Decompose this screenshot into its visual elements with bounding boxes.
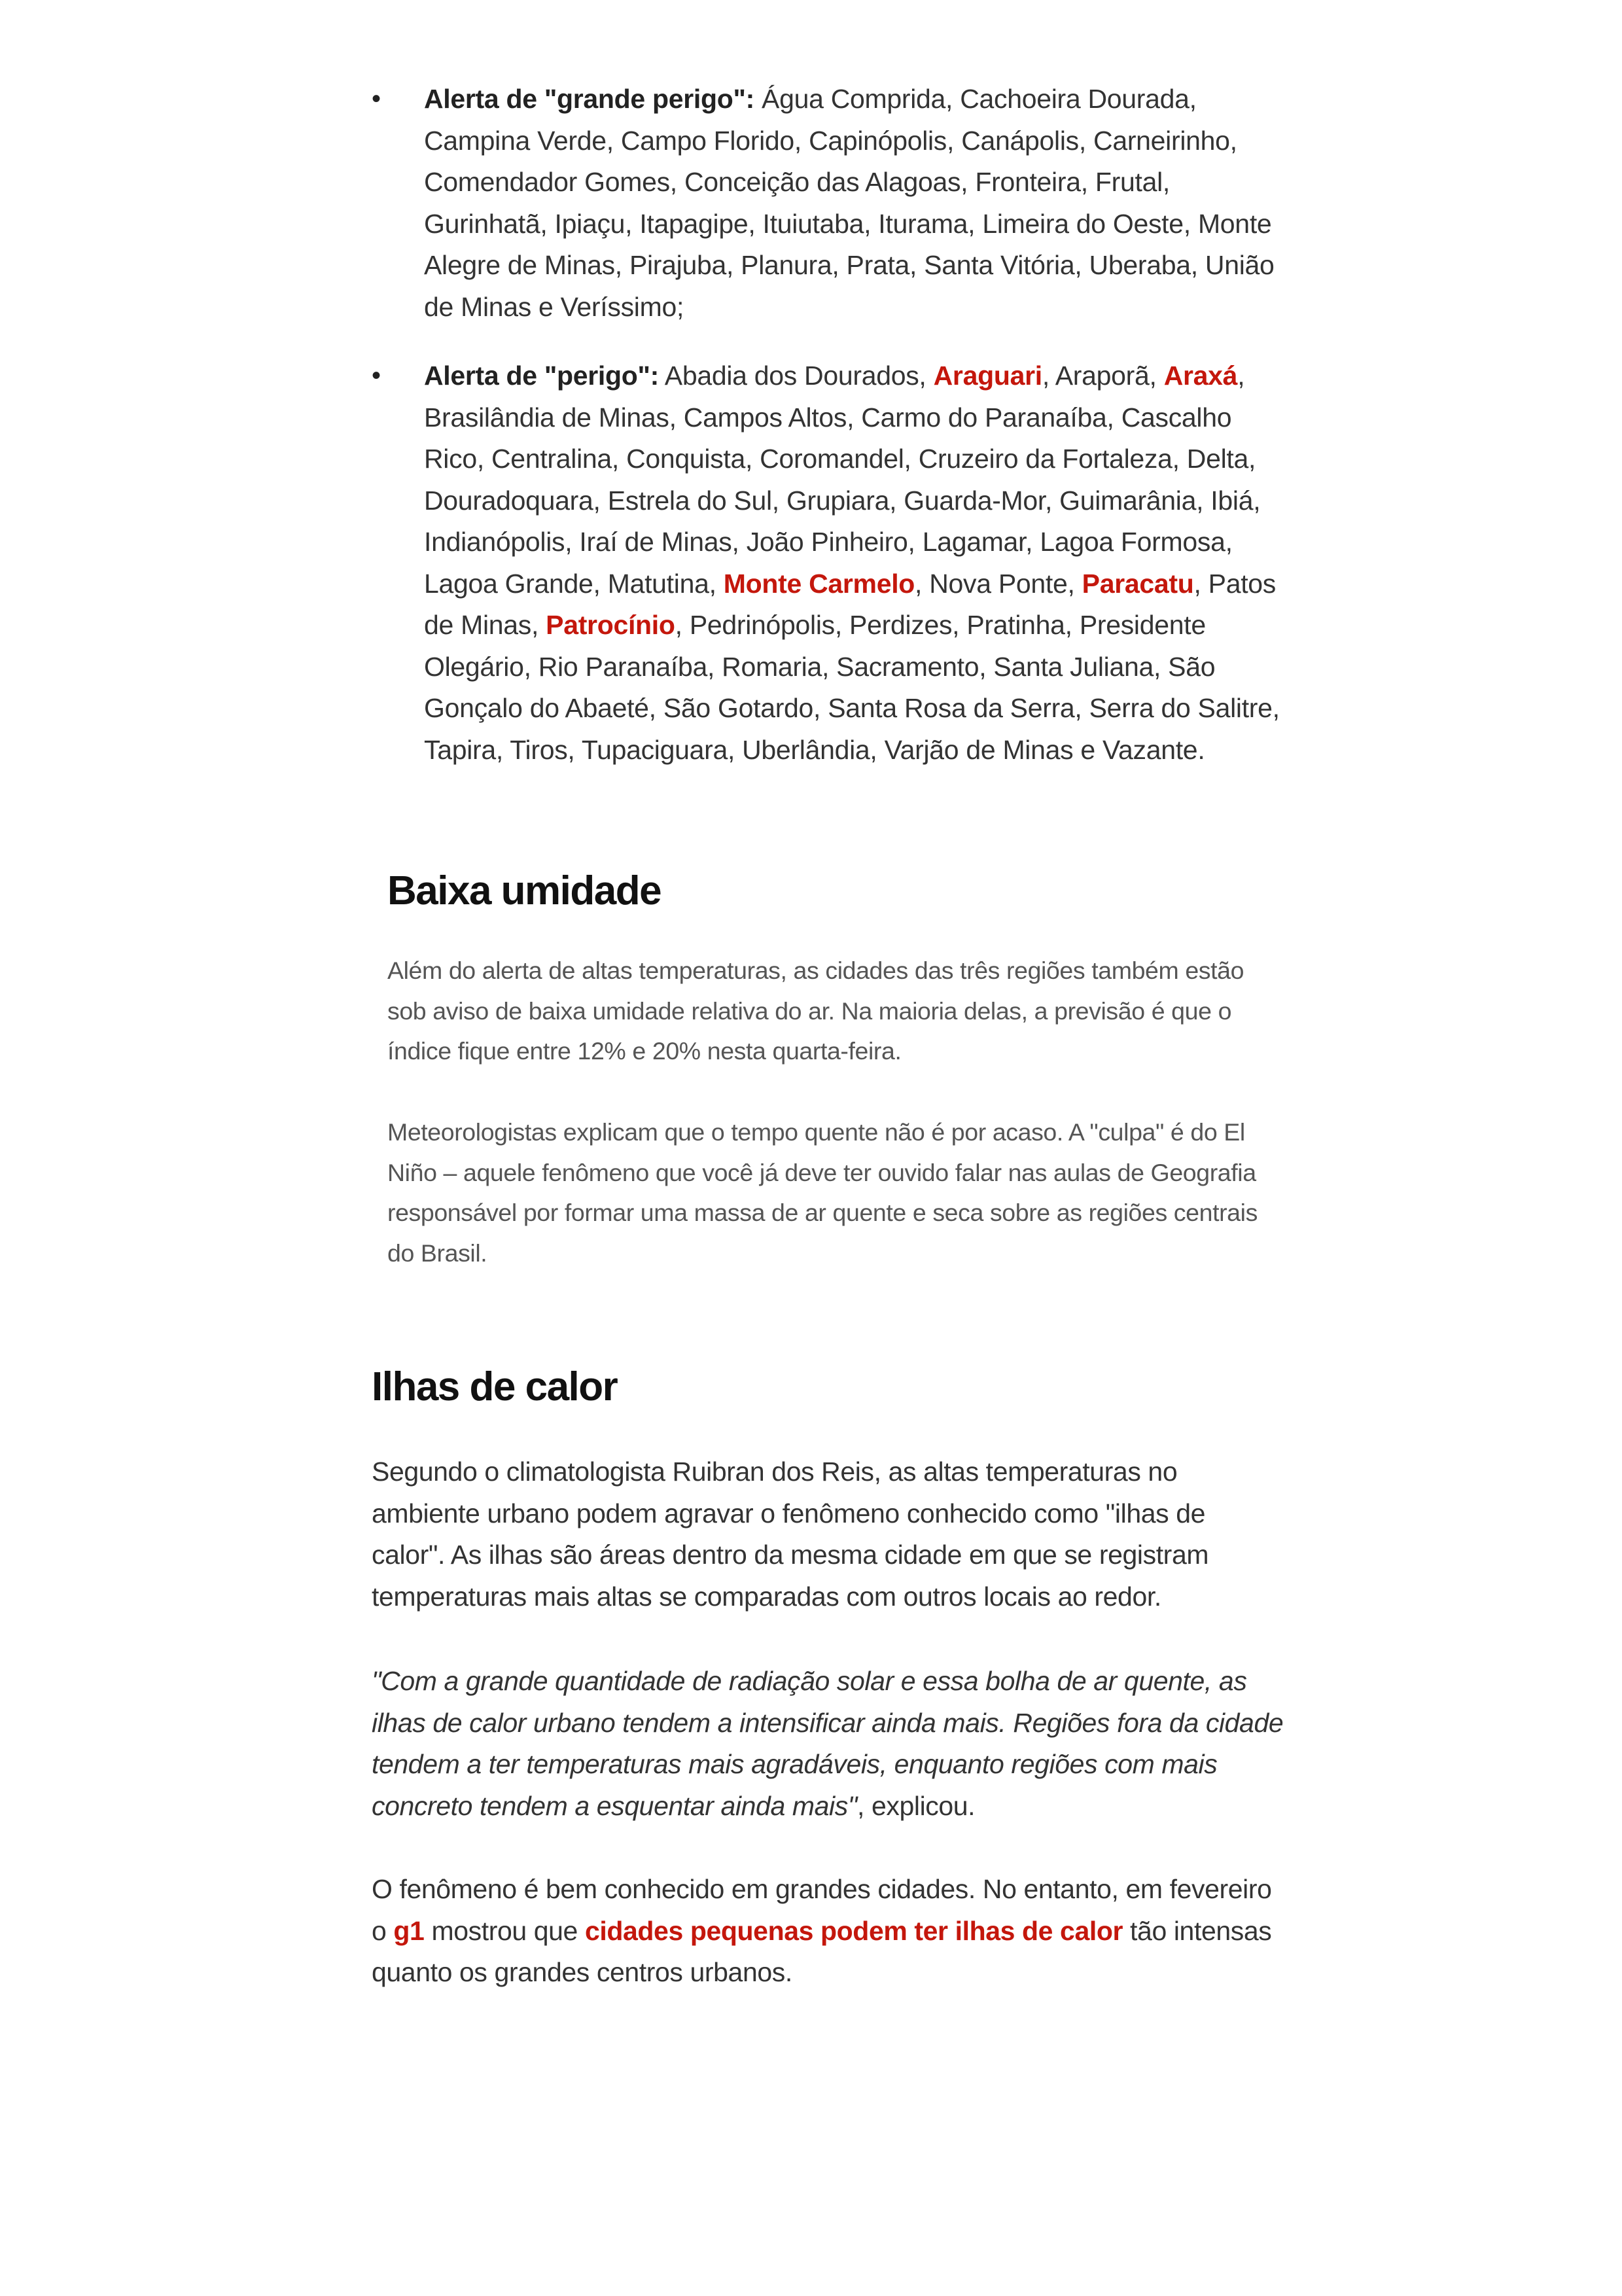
- monte-carmelo-link[interactable]: Monte Carmelo: [723, 568, 915, 599]
- quote-text: "Com a grande quantidade de radiação solar e essa bolha de ar quente, as ilhas de calor urbano tendem a intensificar ainda mais. Regiões fora da cidade tendem a ter temperaturas mais agradáveis, enquanto regiões com mais concreto tendem a esquentar ainda mais": [372, 1666, 1284, 1821]
- list-item: [364, 355, 1280, 771]
- alert-text: Abadia dos Dourados,: [658, 361, 934, 391]
- humidity-paragraph: Meteorologistas explicam que o tempo quente não é por acaso. A "culpa" é do El Niño – aquele fenômeno que você já deve ter ouvido falar nas aulas de Geografia responsável por formar uma massa de ar quente e seca sobre as regiões centrais do Brasil.: [387, 1118, 1258, 1267]
- paragraph-text: tão intensas quanto os grandes centros urbanos.: [372, 1915, 1272, 1987]
- alert-label: Alerta de "perigo":: [424, 361, 659, 391]
- section-heading-heat-islands: Ilhas de calor: [372, 1364, 618, 1409]
- araguari-link[interactable]: Araguari: [933, 361, 1042, 391]
- bullet-icon: •: [372, 361, 381, 390]
- humidity-paragraph: Além do alerta de altas temperaturas, as cidades das três regiões também estão sob aviso de baixa umidade relativa do ar. Na maioria delas, a previsão é que o índice fique entre 12% e 20% nesta quarta-feira.: [387, 957, 1244, 1065]
- small-cities-heat-islands-link[interactable]: cidades pequenas podem ter ilhas de calor: [584, 1915, 1123, 1946]
- section-heading-humidity: Baixa umidade: [387, 868, 661, 913]
- g1-link[interactable]: g1: [393, 1915, 425, 1946]
- list-item: [364, 79, 1280, 328]
- alert-list: [364, 79, 1280, 798]
- alert-text: Água Comprida, Cachoeira Dourada, Campina Verde, Campo Florido, Capinópolis, Canápolis, Carneirinho, Comendador Gomes, Conceição das Alagoas, Fronteira, Frutal, Gurinhatã, Ipiaçu, Itapagipe, Ituiutaba, Iturama, Limeira do Oeste, Monte Alegre de Minas, Pirajuba, Planura, Prata, Santa Vitória, Uberaba, União de Minas e Veríssimo;: [424, 84, 1275, 322]
- heat-islands-paragraph: [372, 1869, 1288, 1994]
- paracatu-link[interactable]: Paracatu: [1082, 568, 1194, 599]
- paragraph-text: O fenômeno é bem conhecido em grandes cidades. No entanto, em fevereiro o: [372, 1874, 1272, 1946]
- bullet-icon: •: [372, 84, 381, 113]
- araxa-link[interactable]: Araxá: [1163, 361, 1238, 391]
- alert-text: , Patos de Minas,: [424, 568, 1276, 640]
- paragraph-text: mostrou que: [424, 1915, 585, 1946]
- alert-text: , Araporã,: [1042, 361, 1164, 391]
- heat-islands-paragraph: Segundo o climatologista Ruibran dos Reis, as altas temperaturas no ambiente urbano podem agravar o fenômeno conhecido como "ilhas de calor". As ilhas são áreas dentro da mesma cidade em que se registram temperaturas mais altas se comparadas com outros locais ao redor.: [372, 1457, 1209, 1612]
- patrocinio-link[interactable]: Patrocínio: [546, 610, 675, 640]
- alert-label: Alerta de "grande perigo":: [424, 84, 754, 114]
- heat-islands-quote: [372, 1661, 1288, 1827]
- alert-text: , Pedrinópolis, Perdizes, Pratinha, Presidente Olegário, Rio Paranaíba, Romaria, Sacramento, Santa Juliana, São Gonçalo do Abaeté, São Gotardo, Santa Rosa da Serra, Serra do Salitre, Tapira, Tiros, Tupaciguara, Uberlândia, Varjão de Minas e Vazante.: [424, 610, 1280, 765]
- alert-text: , Nova Ponte,: [915, 568, 1082, 599]
- quote-attribution: , explicou.: [856, 1790, 976, 1821]
- alert-text: , Brasilândia de Minas, Campos Altos, Carmo do Paranaíba, Cascalho Rico, Centralina, Conquista, Coromandel, Cruzeiro da Fortaleza, Delta, Douradoquara, Estrela do Sul, Grupiara, Guarda-Mor, Guimarânia, Ibiá, Indianópolis, Iraí de Minas, João Pinheiro, Lagamar, Lagoa Formosa, Lagoa Grande, Matutina,: [424, 361, 1261, 599]
